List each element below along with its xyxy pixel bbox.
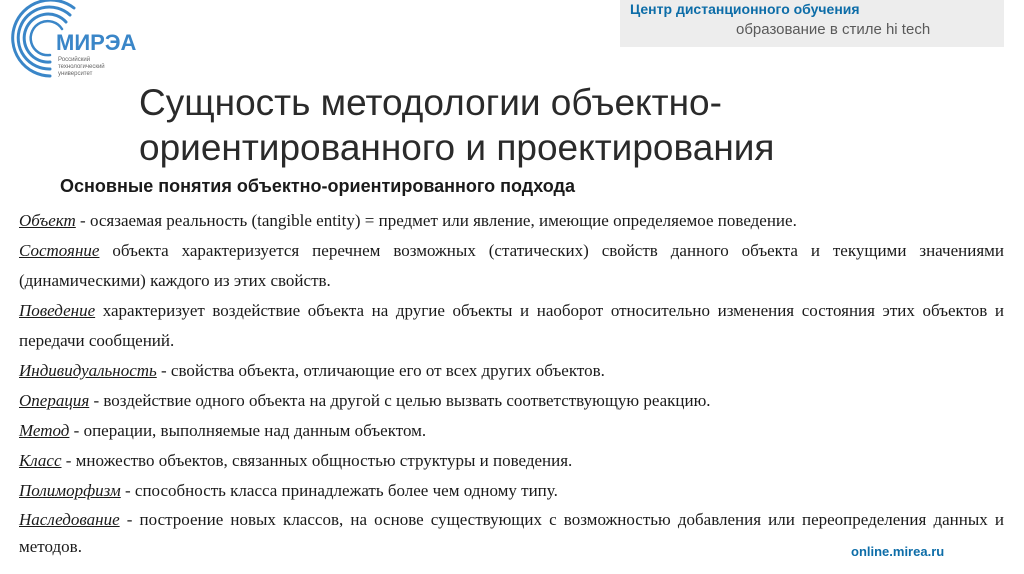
term-behavior bbox=[19, 296, 1004, 356]
slide-title: Сущность методологии объектно-ориентированного и проектирования bbox=[139, 82, 775, 168]
term-name: Поведение bbox=[19, 301, 96, 320]
logo-caption-2: технологический bbox=[58, 64, 105, 70]
term-name: Наследование bbox=[19, 510, 120, 529]
term-name: Операция bbox=[19, 391, 90, 410]
term-name: Класс bbox=[19, 451, 62, 470]
term-state bbox=[19, 236, 1004, 296]
term-definition: - множество объектов, связанных общностью структуры и поведения. bbox=[61, 451, 573, 470]
header-tagline: образование в стиле hi tech bbox=[736, 21, 931, 38]
term-definition: объекта характеризуется перечнем возможных (статических) свойств данного объекта и текущими значениями (динамическими) каждого из этих свойств. bbox=[19, 241, 1004, 290]
term-polymorphism bbox=[19, 476, 1004, 506]
logo-caption-3: университет bbox=[58, 71, 93, 77]
term-identity bbox=[19, 356, 1004, 386]
terms-list bbox=[19, 206, 1004, 560]
term-definition: - воздействие одного объекта на другой с целью вызвать соответствующую реакцию. bbox=[89, 391, 711, 410]
term-object bbox=[19, 206, 1004, 236]
term-name: Метод bbox=[19, 421, 70, 440]
slide-subtitle: Основные понятия объектно-ориентированного подхода bbox=[60, 176, 575, 196]
term-operation bbox=[19, 386, 1004, 416]
header-org-name: Центр дистанционного обучения bbox=[630, 1, 860, 17]
term-definition: - операции, выполняемые над данным объектом. bbox=[69, 421, 427, 440]
term-class bbox=[19, 446, 1004, 476]
term-definition: - осязаемая реальность (tangible entity) = предмет или явление, имеющие определяемое поведение. bbox=[75, 211, 797, 230]
term-name: Объект bbox=[19, 211, 76, 230]
term-definition: - построение новых классов, на основе существующих с возможностью добавления или переопределения данных и методов. bbox=[19, 510, 1004, 556]
term-definition: - способность класса принадлежать более чем одному типу. bbox=[120, 481, 558, 500]
mirea-logo bbox=[0, 0, 190, 82]
logo-wordmark: МИРЭА bbox=[56, 30, 137, 55]
term-method bbox=[19, 416, 1004, 446]
logo-caption-1: Российский bbox=[58, 57, 91, 63]
term-name: Состояние bbox=[19, 241, 100, 260]
term-definition: - свойства объекта, отличающие его от всех других объектов. bbox=[156, 361, 605, 380]
term-definition: характеризует воздействие объекта на другие объекты и наоборот относительно изменения состояния этих объектов и передачи сообщений. bbox=[19, 301, 1004, 350]
term-name: Индивидуальность bbox=[19, 361, 157, 380]
footer-url: online.mirea.ru bbox=[851, 544, 945, 559]
term-name: Полиморфизм bbox=[19, 481, 121, 500]
